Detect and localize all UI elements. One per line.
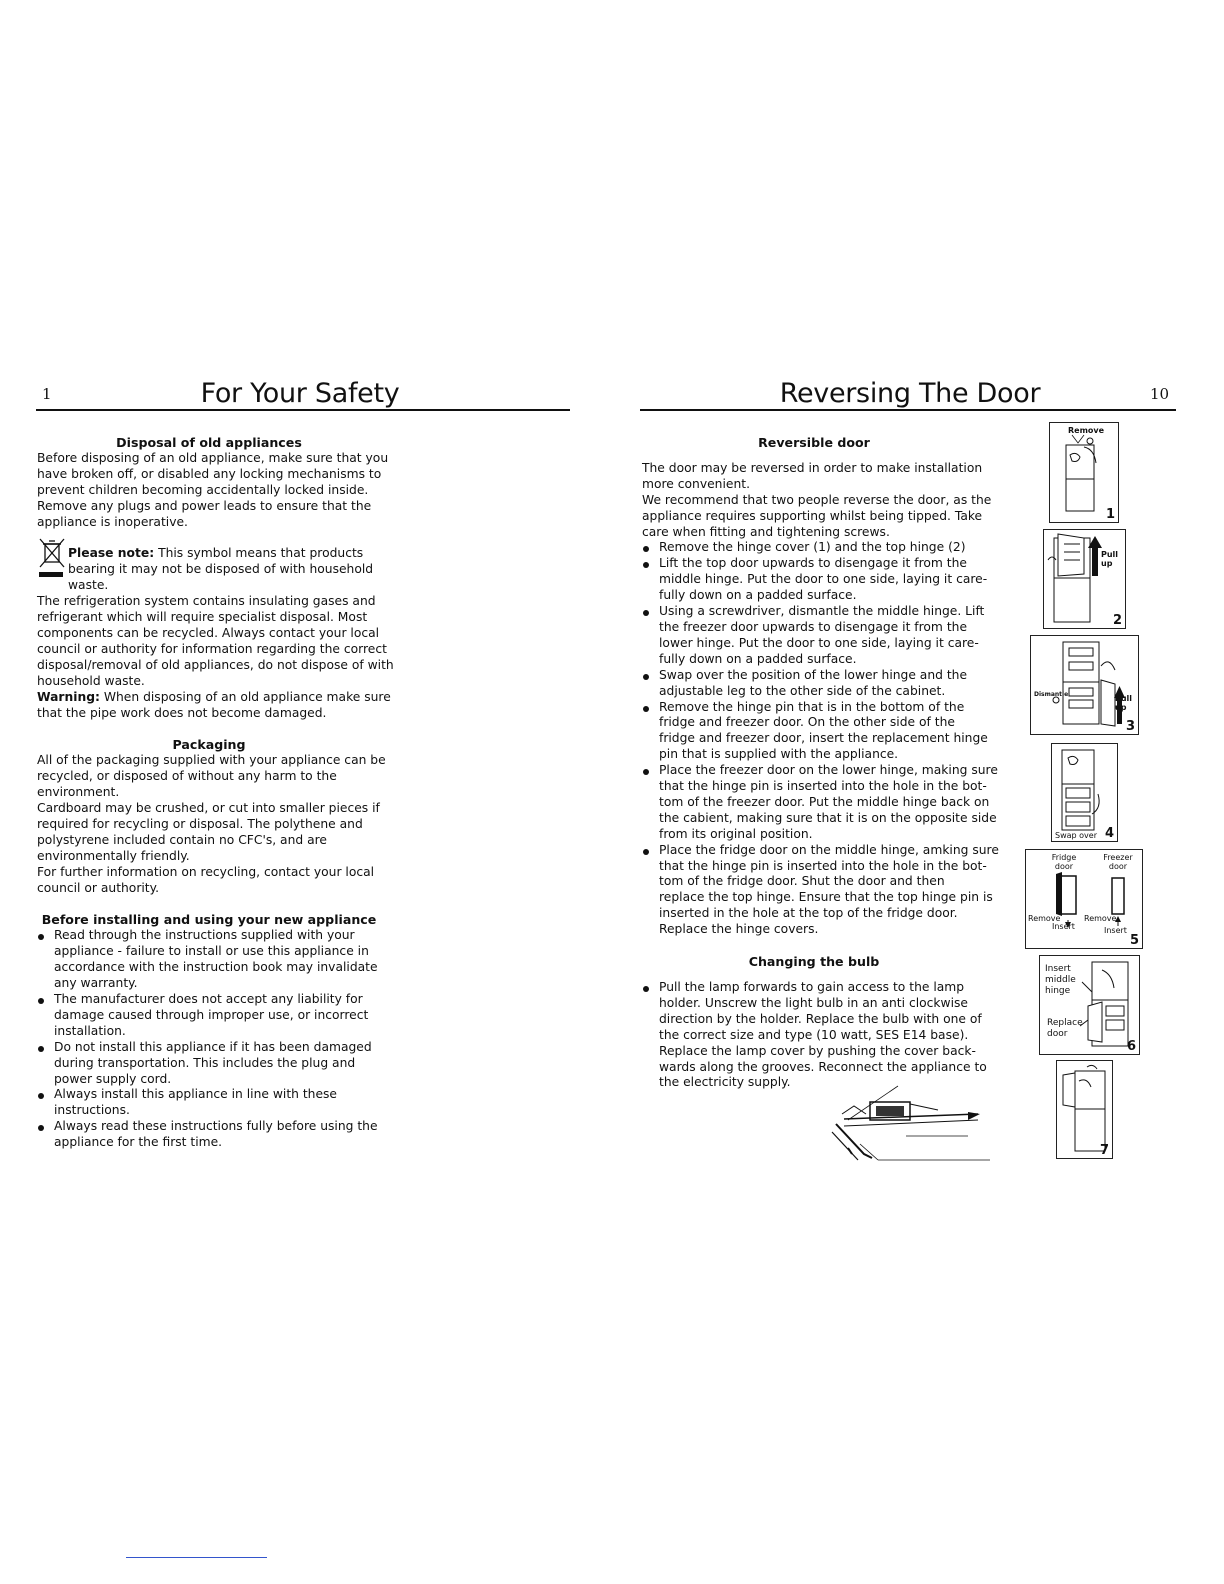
figure-label: Remove bbox=[1068, 426, 1105, 435]
figure-number: 6 bbox=[1126, 1039, 1136, 1054]
figure-3 bbox=[1030, 635, 1139, 735]
refrigeration-line: components can be recycled. Always contact your local bbox=[37, 625, 380, 640]
list-line: direction by the holder. Replace the bulb with one of bbox=[659, 1011, 982, 1026]
list-item bbox=[37, 928, 417, 992]
list-item bbox=[642, 843, 1002, 938]
list-item bbox=[642, 763, 1002, 843]
disposal-line: Before disposing of an old appliance, make sure that you bbox=[37, 450, 389, 465]
packaging-line: environment. bbox=[37, 785, 120, 800]
figure-5 bbox=[1025, 849, 1143, 949]
list-line: the electricity supply. bbox=[659, 1075, 791, 1090]
refrigeration-line: council or authority for information regarding the correct bbox=[37, 641, 387, 656]
list-line: from its original position. bbox=[659, 826, 813, 841]
figure-number: 1 bbox=[1105, 507, 1115, 522]
fridge-dismantle-drawing bbox=[1031, 636, 1138, 734]
warning-label: Warning: bbox=[37, 689, 100, 704]
disposal-line: appliance is inoperative. bbox=[37, 514, 188, 529]
left-page-number: 1 bbox=[42, 385, 52, 403]
note-line: This symbol means that products bbox=[154, 546, 364, 561]
packaging-line: council or authority. bbox=[37, 880, 160, 895]
list-line: fridge and freezer door. On the other side of the bbox=[659, 715, 955, 730]
packaging-line: recycled, or disposed of without any harm to the bbox=[37, 769, 337, 784]
refrigeration-line: refrigerant which will require specialist disposal. Most bbox=[37, 610, 368, 625]
list-line: installation. bbox=[54, 1023, 126, 1038]
intro-line: more convenient. bbox=[642, 476, 750, 491]
list-line: wards along the grooves. Reconnect the appliance to bbox=[659, 1059, 987, 1074]
note-line: waste. bbox=[68, 578, 109, 593]
disposal-line: have broken off, or disabled any locking mechanisms to bbox=[37, 466, 382, 481]
refrigeration-line: household waste. bbox=[37, 673, 145, 688]
list-line: Replace the lamp cover by pushing the cover back- bbox=[659, 1043, 976, 1058]
list-line: middle hinge. Put the door to one side, laying it care- bbox=[659, 572, 988, 587]
list-line: Swap over the position of the lower hinge and the bbox=[659, 667, 968, 682]
right-header-rule bbox=[640, 409, 1176, 411]
left-page-title: For Your Safety bbox=[200, 378, 400, 409]
right-column bbox=[642, 435, 1002, 1091]
list-line: that the hinge pin is inserted into the hole in the bot- bbox=[659, 858, 987, 873]
list-item bbox=[642, 980, 1002, 1091]
list-line: Replace the hinge covers. bbox=[659, 922, 819, 937]
list-line: Read through the instructions supplied with your bbox=[54, 928, 355, 943]
packaging-heading: Packaging bbox=[172, 737, 246, 753]
list-line: the cabient, making sure that it is on the opposite side bbox=[659, 810, 997, 825]
figure-label: Fridge door bbox=[1051, 853, 1077, 871]
list-item bbox=[642, 604, 1002, 668]
figure-6 bbox=[1039, 955, 1140, 1055]
list-line: Always install this appliance in line with these bbox=[54, 1087, 337, 1102]
list-line: power supply cord. bbox=[54, 1071, 172, 1086]
note-line: bearing it may not be disposed of with household bbox=[68, 562, 374, 577]
list-line: Remove the hinge cover (1) and the top hinge (2) bbox=[659, 540, 966, 555]
disposal-line: prevent children becoming accidentally locked inside. bbox=[37, 482, 369, 497]
figure-label: Remove bbox=[1084, 914, 1117, 923]
list-line: inserted in the hole at the top of the fridge door. bbox=[659, 906, 958, 921]
right-page-title: Reversing The Door bbox=[779, 378, 1041, 409]
left-header-rule bbox=[36, 409, 570, 411]
list-line: Always read these instructions fully before using the bbox=[54, 1119, 378, 1134]
bulb-heading: Changing the bulb bbox=[748, 954, 880, 970]
list-line: Do not install this appliance if it has been damaged bbox=[54, 1039, 372, 1054]
list-line: tom of the freezer door. Put the middle hinge back on bbox=[659, 794, 990, 809]
list-item bbox=[37, 1087, 417, 1119]
figure-number: 2 bbox=[1112, 613, 1122, 628]
figure-label: Insert bbox=[1052, 922, 1075, 931]
list-item bbox=[37, 1040, 417, 1088]
figure-label: Pull up bbox=[1101, 550, 1119, 568]
figure-label: Pull up bbox=[1115, 694, 1133, 712]
packaging-line: required for recycling or disposal. The polythene and bbox=[37, 816, 363, 831]
list-line: that the hinge pin is inserted into the hole in the bot- bbox=[659, 779, 987, 794]
list-line: The manufacturer does not accept any liability for bbox=[54, 992, 363, 1006]
list-line: Lift the top door upwards to disengage it from the bbox=[659, 556, 967, 571]
list-item bbox=[37, 1119, 417, 1151]
refrigeration-line: The refrigeration system contains insulating gases and bbox=[37, 594, 376, 609]
packaging-line: polystyrene included contain no CFC's, and are bbox=[37, 832, 327, 847]
packaging-line: For further information on recycling, contact your local bbox=[37, 864, 375, 879]
list-line: instructions. bbox=[54, 1103, 130, 1118]
list-line: appliance - failure to install or use this appliance in bbox=[54, 944, 369, 959]
list-line: holder. Unscrew the light bulb in an anti clockwise bbox=[659, 995, 968, 1010]
list-line: appliance for the first time. bbox=[54, 1135, 223, 1150]
reverse-steps-list bbox=[642, 540, 1002, 938]
list-item bbox=[642, 668, 1002, 700]
disposal-heading: Disposal of old appliances bbox=[116, 435, 302, 450]
list-line: fully down on a padded surface. bbox=[659, 651, 857, 666]
figure-label: Freezer door bbox=[1103, 853, 1133, 871]
footer-rule bbox=[126, 1557, 267, 1558]
disposal-line: Remove any plugs and power leads to ensure that the bbox=[37, 498, 372, 513]
warning-line: When disposing of an old appliance make sure bbox=[99, 689, 391, 704]
figure-4 bbox=[1051, 743, 1118, 842]
figure-label: Insert middle hinge bbox=[1045, 964, 1076, 996]
intro-line: care when fitting and tightening screws. bbox=[642, 524, 890, 539]
left-column bbox=[37, 435, 417, 1151]
right-page-number: 10 bbox=[1150, 385, 1170, 403]
intro-line: appliance requires supporting whilst being tipped. Take bbox=[642, 508, 983, 523]
bulb-list bbox=[642, 980, 1002, 1091]
lamp-illustration bbox=[828, 1084, 992, 1162]
list-line: tom of the fridge door. Shut the door and then bbox=[659, 874, 945, 889]
figure-1 bbox=[1049, 422, 1119, 523]
list-line: fully down on a padded surface. bbox=[659, 588, 857, 603]
figure-number: 3 bbox=[1125, 719, 1135, 734]
list-line: Place the fridge door on the middle hinge, amking sure bbox=[659, 842, 999, 857]
list-line: lower hinge. Put the door to one side, laying it care- bbox=[659, 635, 979, 650]
list-line: damage caused through improper use, or incorrect bbox=[54, 1007, 369, 1022]
figure-label: Dismantle bbox=[1034, 691, 1069, 698]
list-item bbox=[642, 556, 1002, 604]
intro-line: The door may be reversed in order to make installation bbox=[642, 460, 983, 475]
packaging-line: Cardboard may be crushed, or cut into smaller pieces if bbox=[37, 801, 380, 816]
please-note-label: Please note: bbox=[68, 546, 155, 561]
packaging-line: environmentally friendly. bbox=[37, 848, 190, 863]
figure-label: Remove bbox=[1028, 914, 1061, 923]
reversible-heading: Reversible door bbox=[758, 435, 870, 450]
list-line: replace the top hinge. Ensure that the top hinge pin is bbox=[659, 890, 993, 905]
list-line: the freezer door upwards to disengage it from the bbox=[659, 619, 968, 634]
list-line: Pull the lamp forwards to gain access to the lamp bbox=[659, 980, 965, 994]
before-installing-heading: Before installing and using your new appliance bbox=[41, 912, 377, 928]
crossed-bin-icon bbox=[37, 538, 65, 580]
list-item bbox=[37, 992, 417, 1040]
list-line: adjustable leg to the other side of the cabinet. bbox=[659, 683, 946, 698]
refrigeration-line: disposal/removal of old appliances, do not dispose of with bbox=[37, 657, 394, 672]
list-line: the correct size and type (10 watt, SES E14 base). bbox=[659, 1027, 969, 1042]
list-line: fridge and freezer door, insert the replacement hinge bbox=[659, 731, 988, 746]
figure-number: 7 bbox=[1099, 1143, 1109, 1158]
list-line: Place the freezer door on the lower hinge, making sure bbox=[659, 763, 998, 778]
list-line: pin that is supplied with the appliance. bbox=[659, 747, 899, 762]
figure-2 bbox=[1043, 529, 1126, 629]
figure-number: 5 bbox=[1129, 933, 1139, 948]
intro-line: We recommend that two people reverse the door, as the bbox=[642, 492, 992, 507]
list-line: any warranty. bbox=[54, 976, 138, 991]
list-line: during transportation. This includes the plug and bbox=[54, 1055, 356, 1070]
figure-label: Insert bbox=[1104, 926, 1127, 935]
list-line: Using a screwdriver, dismantle the middle hinge. Lift bbox=[659, 604, 985, 619]
list-item bbox=[642, 700, 1002, 764]
please-note-block bbox=[37, 546, 417, 594]
figure-7 bbox=[1056, 1060, 1113, 1159]
list-item bbox=[642, 540, 1002, 556]
before-installing-list bbox=[37, 928, 417, 1151]
list-line: accordance with the instruction book may invalidate bbox=[54, 960, 378, 975]
fridge-replace-drawing bbox=[1040, 956, 1139, 1054]
figure-label: Swap over bbox=[1055, 831, 1097, 840]
packaging-line: All of the packaging supplied with your appliance can be bbox=[37, 753, 386, 768]
warning-line: that the pipe work does not become damaged. bbox=[37, 705, 327, 720]
figure-label: Replace door bbox=[1047, 1018, 1083, 1039]
figure-number: 4 bbox=[1104, 826, 1114, 841]
list-line: Remove the hinge pin that is in the bottom of the bbox=[659, 699, 965, 714]
